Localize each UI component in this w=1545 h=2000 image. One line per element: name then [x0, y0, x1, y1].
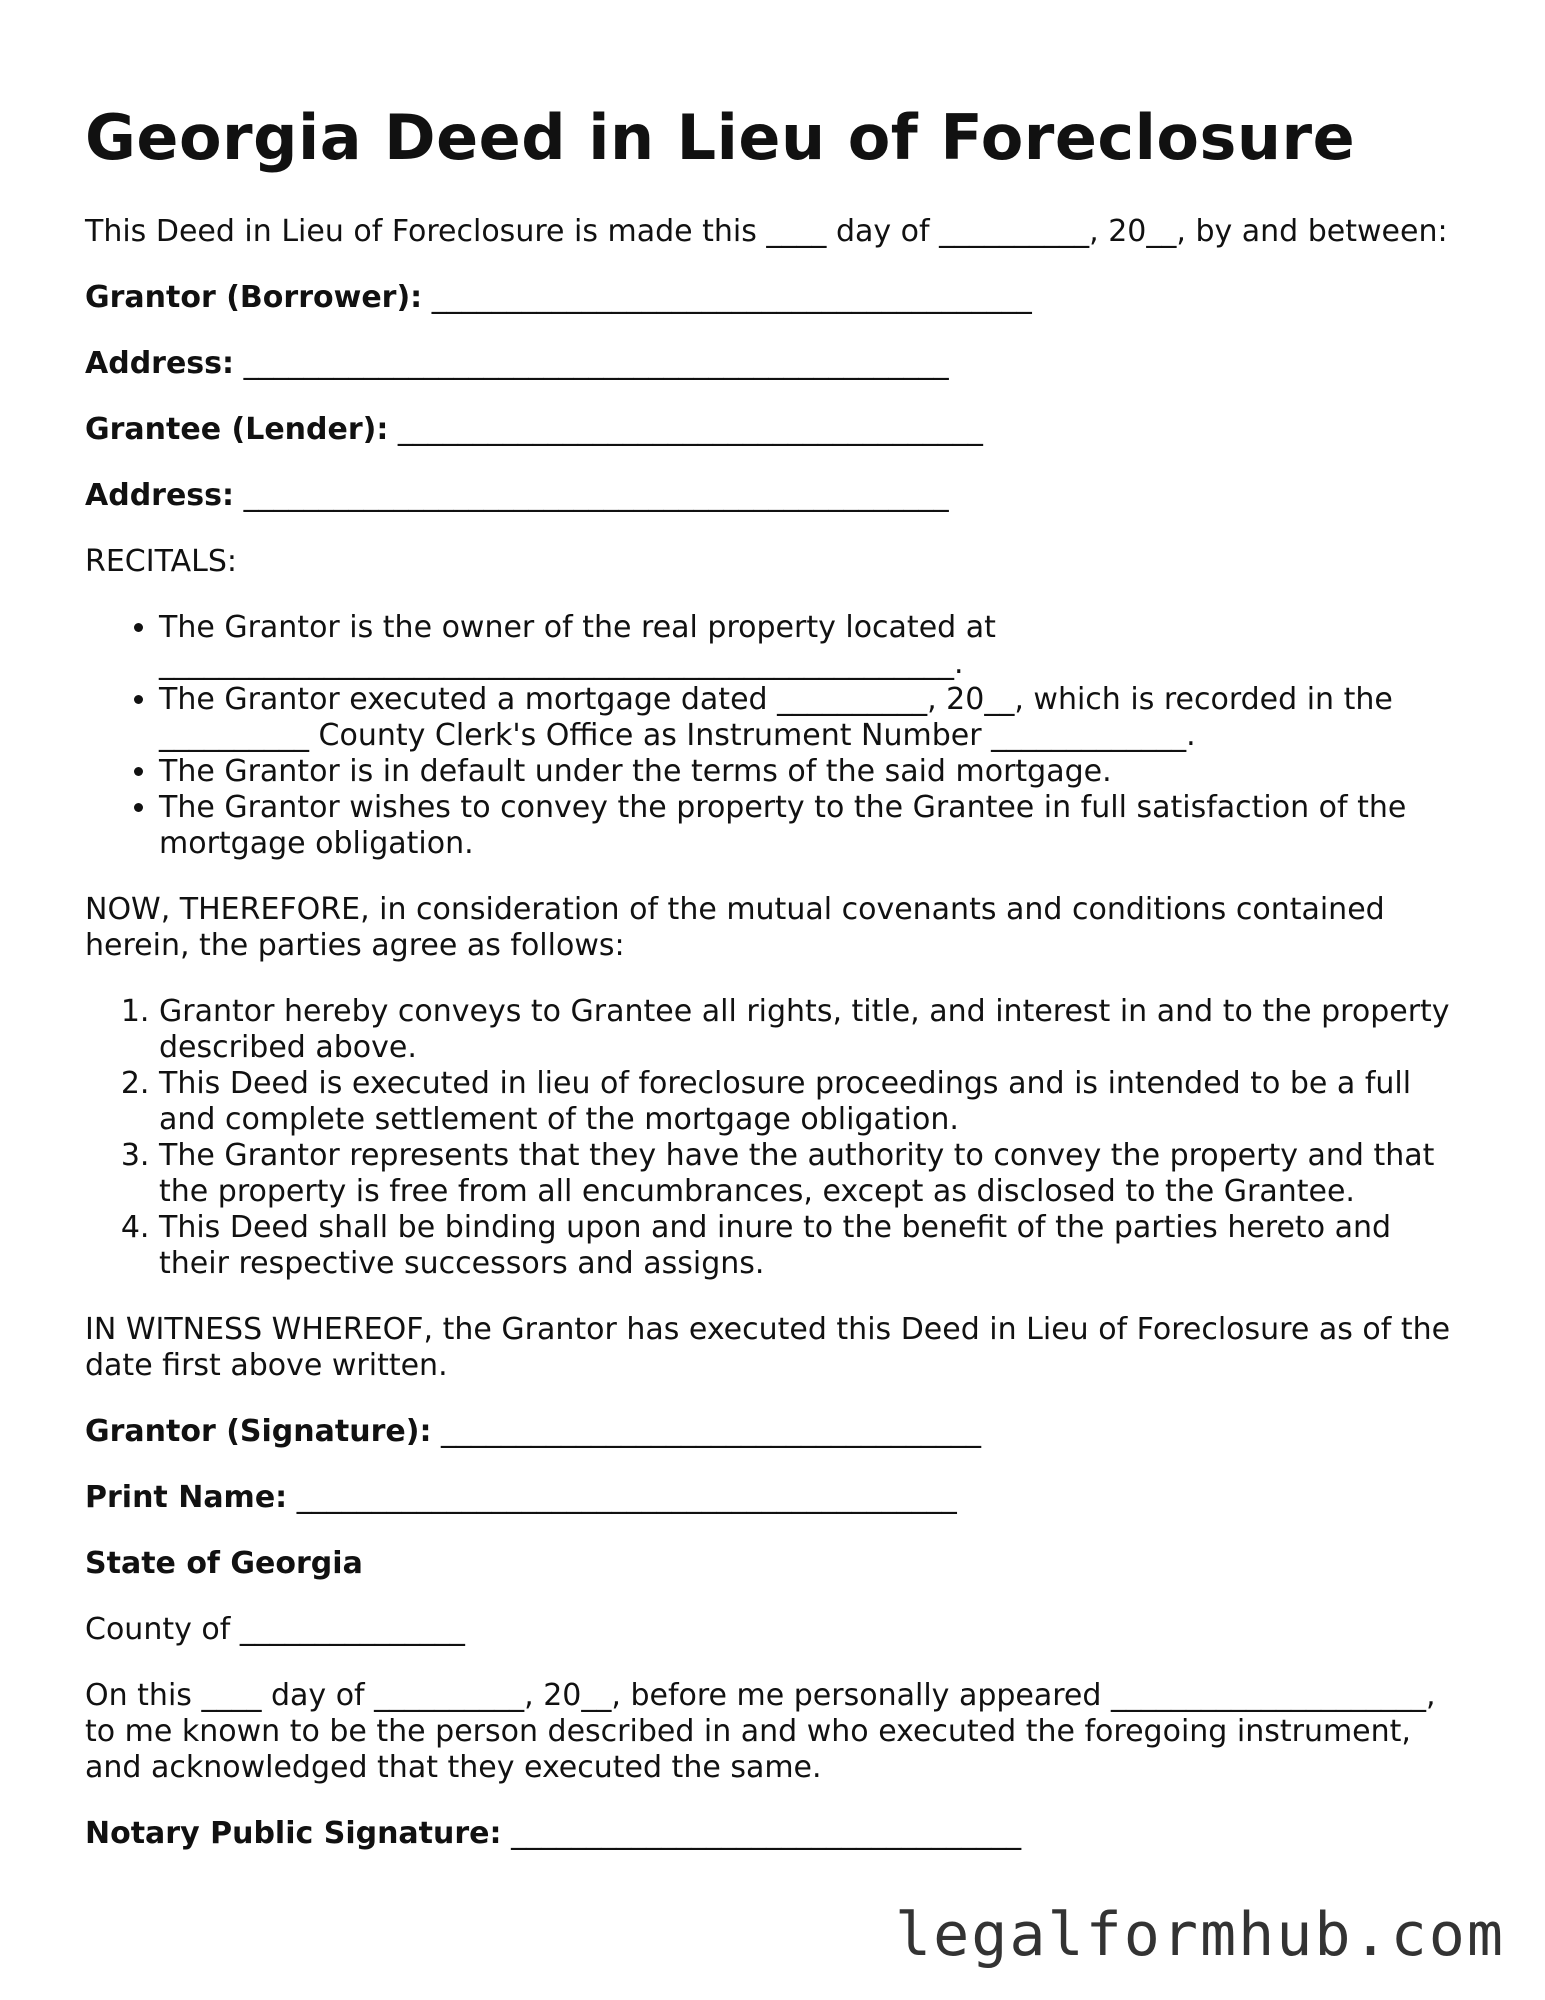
grantee-field — [85, 412, 1455, 448]
grantor-address-line: _______________________________________________ — [243, 346, 949, 382]
recital-item: • The Grantor executed a mortgage dated __________, 20__, which is recorded in the __________ County Clerk's Office as Instrument Number _____________. — [159, 682, 1455, 754]
grantor-address-field — [85, 346, 1455, 382]
notary-signature-line: __________________________________ — [511, 1816, 1022, 1852]
now-therefore-text: NOW, THEREFORE, in consideration of the mutual covenants and conditions contained herein, the parties agree as follows: — [85, 892, 1385, 964]
recital-item: • The Grantor wishes to convey the property to the Grantee in full satisfaction of the mortgage obligation. — [159, 790, 1455, 862]
county-line: County of _______________ — [85, 1612, 465, 1648]
term-item: 2. This Deed is executed in lieu of foreclosure proceedings and is intended to be a full and complete settlement of the mortgage obligation. — [159, 1066, 1455, 1138]
terms-list — [85, 994, 1455, 1282]
witness-text: IN WITNESS WHEREOF, the Grantor has executed this Deed in Lieu of Foreclosure as of the date first above written. — [85, 1312, 1451, 1384]
term-item: 4. This Deed shall be binding upon and inure to the benefit of the parties hereto and their respective successors and assigns. — [159, 1210, 1455, 1282]
recitals-list — [85, 610, 1455, 862]
print-name-field — [85, 1480, 1455, 1516]
acknowledgment-text: On this ____ day of __________, 20__, before me personally appeared _____________________, to me known to be the person described in and who executed the foregoing instrument, and acknowledged that they executed the same. — [85, 1678, 1436, 1786]
print-name-label: Print Name: — [85, 1480, 288, 1516]
grantee-line: _______________________________________ — [397, 412, 983, 448]
recitals-heading: RECITALS: — [85, 544, 237, 580]
notary-signature-label: Notary Public Signature: — [85, 1816, 502, 1852]
grantee-label: Grantee (Lender): — [85, 412, 389, 448]
grantor-signature-label: Grantor (Signature): — [85, 1414, 432, 1450]
recital-item: • The Grantor is the owner of the real property located at _____________________________________________________. — [159, 610, 1455, 682]
notary-signature-field — [85, 1816, 1455, 1852]
grantor-signature-line: ____________________________________ — [440, 1414, 981, 1450]
state-heading: State of Georgia — [85, 1546, 363, 1582]
term-item: 3. The Grantor represents that they have the authority to convey the property and that the property is free from all encumbrances, except as disclosed to the Grantee. — [159, 1138, 1455, 1210]
grantee-address-line: _______________________________________________ — [243, 478, 949, 514]
recital-item: • The Grantor is in default under the terms of the said mortgage. — [159, 754, 1455, 790]
grantor-signature-field — [85, 1414, 1455, 1450]
print-name-line: ____________________________________________ — [296, 1480, 957, 1516]
grantor-line: ________________________________________ — [431, 280, 1032, 316]
intro-text: This Deed in Lieu of Foreclosure is made this ____ day of __________, 20__, by and between: — [85, 214, 1448, 250]
grantee-address-field — [85, 478, 1455, 514]
grantee-address-label: Address: — [85, 478, 235, 514]
document-title: Georgia Deed in Lieu of Foreclosure — [85, 101, 1356, 174]
grantor-address-label: Address: — [85, 346, 235, 382]
grantor-field — [85, 280, 1455, 316]
brand-watermark: legalformhub.com — [895, 1900, 1505, 1970]
grantor-label: Grantor (Borrower): — [85, 280, 423, 316]
term-item: 1. Grantor hereby conveys to Grantee all rights, title, and interest in and to the property described above. — [159, 994, 1455, 1066]
